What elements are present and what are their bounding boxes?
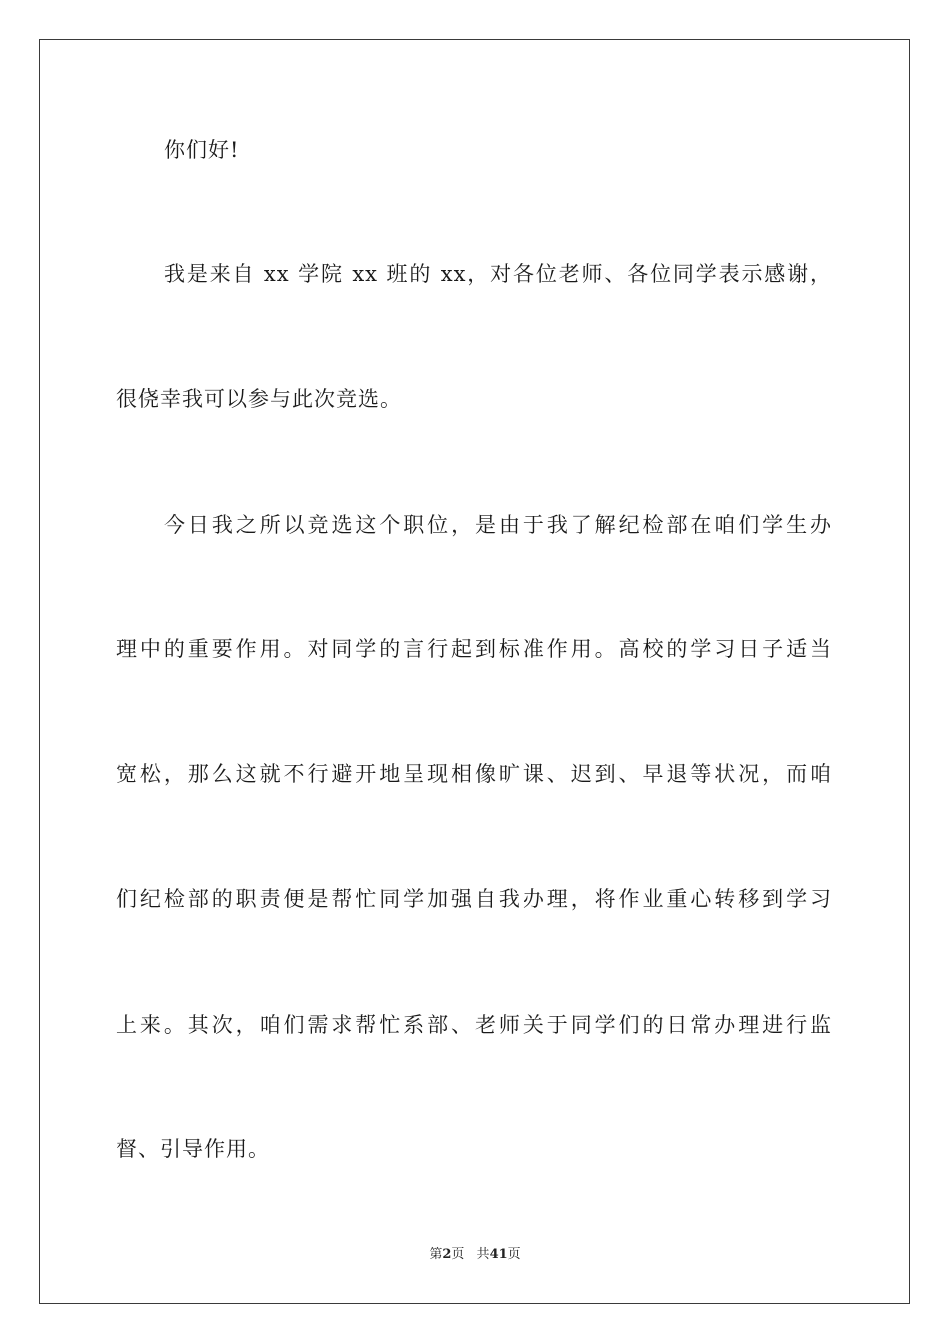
total-pages: 41 [489, 1247, 508, 1262]
page-footer [0, 1246, 950, 1264]
total-indicator [477, 1247, 521, 1262]
paragraph-2-line-1: 今日我之所以竞选这个职位，是由于我了解纪检部在咱们学生办 [164, 513, 832, 537]
paragraph-2-line-3: 宽松，那么这就不行避开地呈现相像旷课、迟到、早退等状况，而咱 [116, 762, 832, 786]
paragraph-2-line-6: 督、引导作用。 [116, 1137, 270, 1161]
paragraph-2-line-5: 上来。其次，咱们需求帮忙系部、老师关于同学们的日常办理进行监 [116, 1013, 832, 1037]
page-frame [39, 39, 910, 1304]
page-number: 2 [442, 1247, 452, 1262]
paragraph-1-line-1: 我是来自 xx 学院 xx 班的 xx，对各位老师、各位同学表示感谢， [164, 262, 832, 286]
greeting: 你们好! [164, 138, 240, 162]
page-prefix: 第 [429, 1247, 443, 1262]
total-suffix: 页 [507, 1247, 521, 1262]
page-indicator [429, 1247, 464, 1262]
total-prefix: 共 [476, 1247, 490, 1262]
paragraph-2-line-2: 理中的重要作用。对同学的言行起到标准作用。高校的学习日子适当 [116, 637, 832, 661]
page-suffix: 页 [451, 1247, 465, 1262]
paragraph-1-line-2: 很侥幸我可以参与此次竞选。 [116, 387, 402, 411]
paragraph-2-line-4: 们纪检部的职责便是帮忙同学加强自我办理，将作业重心转移到学习 [116, 887, 832, 911]
